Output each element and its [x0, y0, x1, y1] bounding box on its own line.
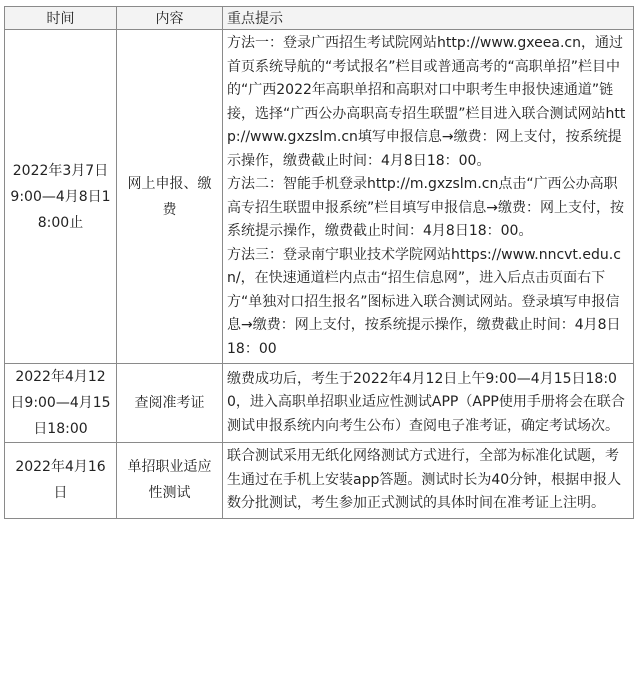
table-row: [5, 443, 634, 519]
tip-method-3: 方法三：登录南宁职业技术学院网站https://www.nncvt.edu.cn/，在快速通道栏内点击“招生信息网”，进入后点击页面右下方“单独对口招生报名”图标进入联合测试网站。登录填写申报信息→缴费：网上支付，按系统提示操作，缴费截止时间：4月8日18：00: [227, 246, 621, 357]
tip-text: 联合测试采用无纸化网络测试方式进行，全部为标准化试题，考生通过在手机上安装app答题。测试时长为40分钟，根据申报人数分批测试，考生参加正式测试的具体时间在准考证上注明。: [227, 448, 622, 511]
row-time: 2022年3月7日9:00—4月8日18:00止: [5, 30, 117, 364]
header-content: 内容: [117, 7, 223, 30]
table-row: [5, 364, 634, 443]
row-content: 网上申报、缴费: [117, 30, 223, 364]
row-tips: [223, 364, 634, 443]
tip-text: 缴费成功后，考生于2022年4月12日上午9:00—4月15日18:00，进入高职单招职业适应性测试APP（APP使用手册将会在联合测试申报系统内向考生公布）查阅电子准考证，确定考试场次。: [227, 370, 625, 434]
table-row: [5, 30, 634, 364]
tip-method-2: 方法二：智能手机登录http://m.gxzslm.cn点击“广西公办高职高专招生联盟申报系统”栏目填写申报信息→缴费：网上支付，按系统提示操作，缴费截止时间：4月8日18：00。: [227, 176, 624, 239]
row-time: 2022年4月16日: [5, 443, 117, 519]
header-tips: 重点提示: [223, 7, 634, 30]
header-row: [5, 7, 634, 30]
tip-method-1: 方法一：登录广西招生考试院网站http://www.gxeea.cn，通过首页系统导航的“考试报名”栏目或普通高考的“高职单招”栏目中的“广西2022年高职单招和高职对口中职考生申报快速通道”链接，选择“广西公办高职高专招生联盟”栏目进入联合测试网站http://www.gxzslm.cn填写申报信息→缴费：网上支付，按系统提示操作，缴费截止时间：4月8日18：00。: [227, 35, 626, 169]
row-time: 2022年4月12日9:00—4月15日18:00: [5, 364, 117, 443]
row-content: 查阅准考证: [117, 364, 223, 443]
row-tips: [223, 443, 634, 519]
row-content: 单招职业适应性测试: [117, 443, 223, 519]
row-tips: [223, 30, 634, 364]
header-time: 时间: [5, 7, 117, 30]
schedule-table: [4, 6, 634, 519]
